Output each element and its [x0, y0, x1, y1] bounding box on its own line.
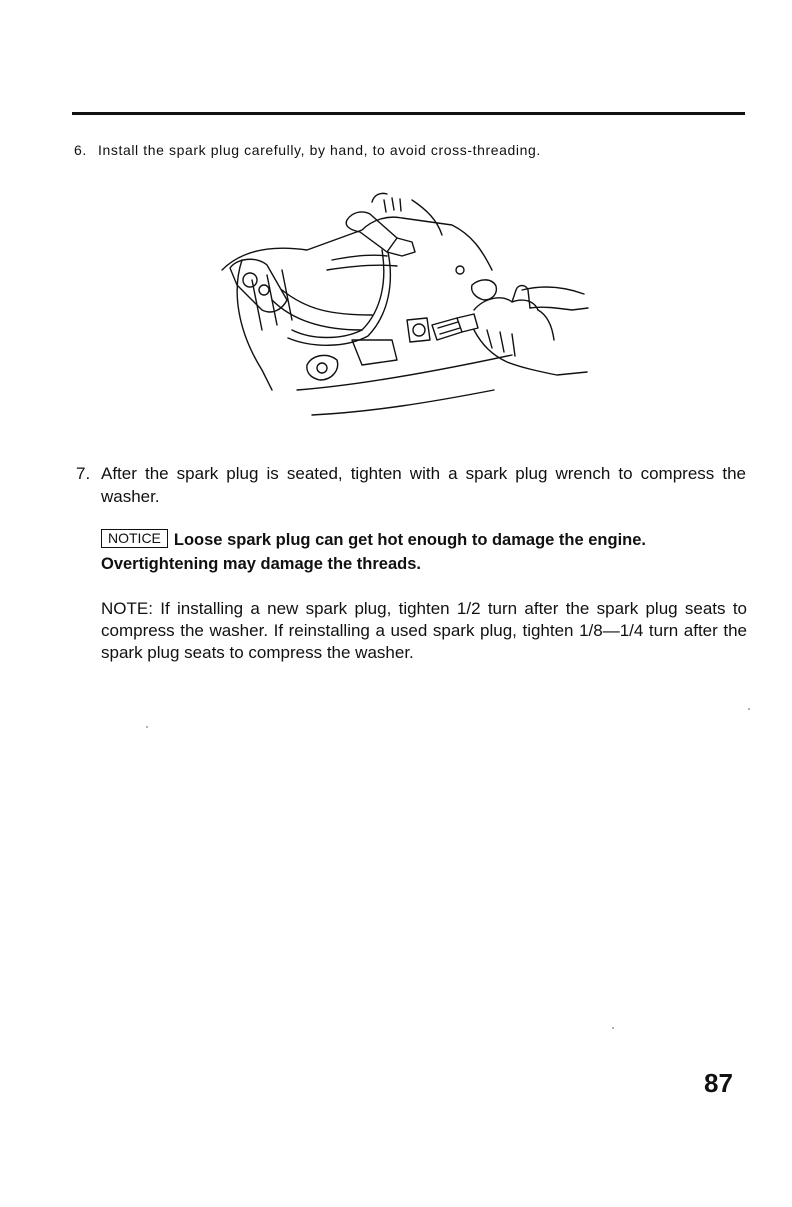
spark-plug-installation-illustration	[212, 190, 594, 428]
page-number: 87	[704, 1068, 733, 1098]
step-7	[76, 462, 746, 508]
note-paragraph: NOTE: If installing a new spark plug, tighten 1/2 turn after the spark plug seats to compress the washer. If reinstalling a used spark plug, tighten 1/8—1/4 turn after the spark plug seats to compress the washer.	[101, 599, 747, 662]
step-7-number: 7.	[76, 464, 91, 483]
step-6-text: Install the spark plug carefully, by hand, to avoid cross-threading.	[98, 142, 541, 158]
step-6	[74, 142, 541, 158]
scan-speck	[612, 1027, 614, 1029]
notice-block	[101, 528, 747, 576]
scan-speck	[146, 726, 148, 728]
notice-badge: NOTICE	[101, 529, 168, 548]
notice-text: Loose spark plug can get hot enough to damage the engine. Overtightening may damage the threads.	[101, 531, 647, 573]
step-6-number: 6.	[74, 142, 87, 158]
scan-speck	[748, 708, 750, 710]
step-7-text: After the spark plug is seated, tighten with a spark plug wrench to compress the washer.	[101, 464, 746, 506]
header-rule	[72, 112, 745, 115]
